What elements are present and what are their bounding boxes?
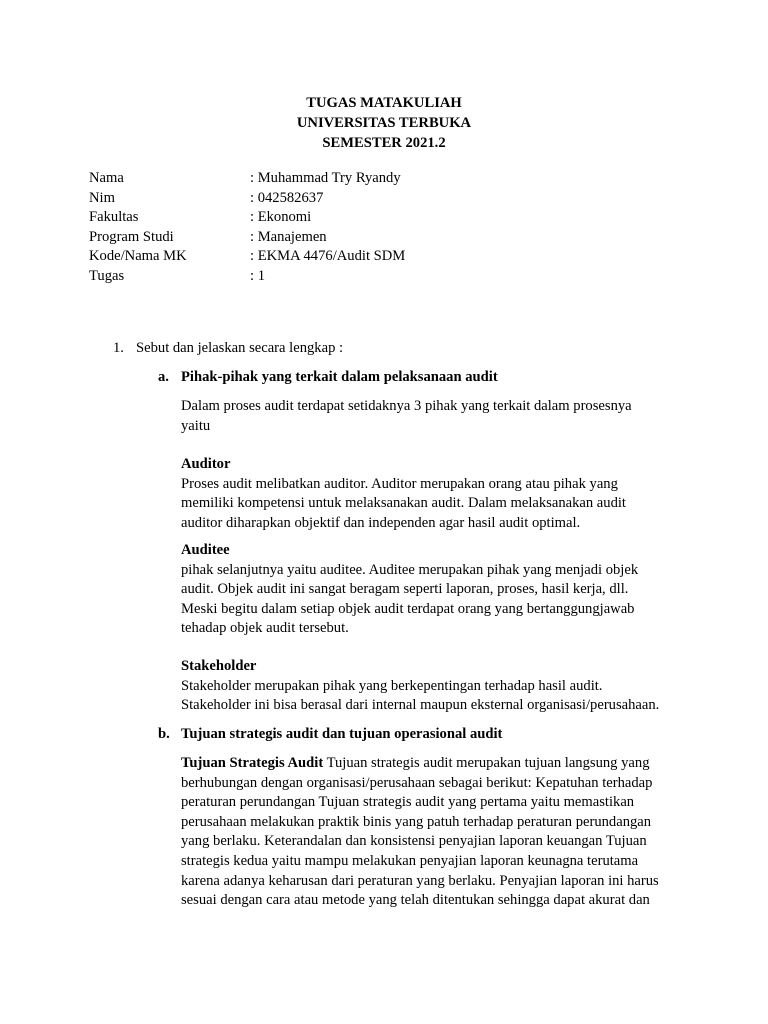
identity-value: : EKMA 4476/Audit SDM	[250, 248, 406, 265]
header-line-3: SEMESTER 2021.2	[322, 135, 446, 151]
identity-label: Nama	[89, 170, 124, 186]
identity-value: : Manajemen	[250, 228, 327, 245]
paragraph-line-rest: Tujuan strategis audit merupakan tujuan langsung yang	[323, 755, 650, 771]
auditor-title: Auditor	[181, 456, 231, 472]
section-a-letter: a.	[158, 369, 169, 385]
paragraph-line	[181, 754, 681, 774]
paragraph-line: audit. Objek audit ini sangat beragam seperti laporan, proses, hasil kerja, dll.	[181, 581, 629, 598]
paragraph-line: auditor diharapkan objektif dan independen agar hasil audit optimal.	[181, 514, 581, 531]
identity-value: : 1	[250, 267, 265, 284]
paragraph-line: perusahaan melakukan praktik binis yang patuh terhadap peraturan perundangan	[181, 813, 652, 830]
paragraph-line: Meski begitu dalam setiap objek audit terdapat orang yang bertanggungjawab	[181, 600, 635, 617]
paragraph-line: Proses audit melibatkan auditor. Auditor merupakan orang atau pihak yang	[181, 475, 618, 492]
paragraph-line: Dalam proses audit terdapat setidaknya 3 pihak yang terkait dalam prosesnya	[181, 398, 632, 414]
paragraph-line: yang berlaku. Keterandalan dan konsistensi penyajian laporan keuangan Tujuan	[181, 833, 647, 850]
auditee-title: Auditee	[181, 542, 230, 558]
section-a-intro	[181, 397, 681, 436]
identity-row-program-studi	[89, 228, 689, 248]
question-text: Sebut dan jelaskan secara lengkap :	[136, 340, 344, 356]
identity-value: : 042582637	[250, 189, 324, 206]
paragraph-line: Stakeholder merupakan pihak yang berkepentingan terhadap hasil audit.	[181, 677, 603, 694]
stakeholder-block	[181, 657, 681, 716]
identity-label: Nim	[89, 189, 115, 206]
tujuan-strategis-lead: Tujuan Strategis Audit	[181, 755, 324, 771]
paragraph-line: memiliki kompetensi untuk melaksanakan audit. Dalam melaksanakan audit	[181, 495, 626, 512]
paragraph-line: berhubungan dengan organisasi/perusahaan sebagai berikut: Kepatuhan terhadap	[181, 774, 653, 791]
identity-value: : Ekonomi	[250, 209, 312, 226]
identity-row-nama	[89, 169, 689, 189]
header-line-1: TUGAS MATAKULIAH	[306, 95, 462, 111]
paragraph-line: Stakeholder ini bisa berasal dari internal maupun eksternal organisasi/perusahaan.	[181, 697, 660, 714]
identity-label: Kode/Nama MK	[89, 248, 187, 265]
paragraph-line: yaitu	[181, 417, 211, 434]
identity-label: Tugas	[89, 267, 125, 284]
question-number: 1.	[113, 340, 124, 356]
paragraph-line: sesuai dengan cara atau metode yang telah ditentukan sehingga dapat akurat dan	[181, 892, 650, 909]
identity-row-kode-mk	[89, 247, 689, 267]
paragraph-line: peraturan perundangan Tujuan strategis audit yang pertama yaitu memastikan	[181, 794, 635, 811]
identity-row-nim	[89, 189, 689, 209]
section-a-title: Pihak-pihak yang terkait dalam pelaksanaan audit	[181, 369, 498, 385]
paragraph-line: pihak selanjutnya yaitu auditee. Auditee merupakan pihak yang menjadi objek	[181, 561, 639, 578]
identity-row-tugas	[89, 267, 689, 287]
identity-block	[89, 169, 689, 287]
section-b-letter: b.	[158, 726, 170, 742]
identity-label: Fakultas	[89, 209, 139, 226]
header-line-2: UNIVERSITAS TERBUKA	[296, 115, 472, 131]
paragraph-line: tehadap objek audit tersebut.	[181, 620, 349, 637]
section-b-title: Tujuan strategis audit dan tujuan operasional audit	[181, 726, 503, 742]
auditor-block	[181, 455, 681, 533]
identity-label: Program Studi	[89, 228, 174, 245]
document-header	[0, 93, 768, 153]
stakeholder-title: Stakeholder	[181, 658, 257, 674]
paragraph-line: strategis kedua yaitu mampu melakukan penyajian laporan keunagna terutama	[181, 852, 639, 869]
section-b-body	[181, 754, 681, 911]
identity-value: : Muhammad Try Ryandy	[250, 170, 401, 186]
paragraph-line: karena adanya keharusan dari peraturan yang berlaku. Penyajian laporan ini harus	[181, 872, 659, 889]
identity-row-fakultas	[89, 208, 689, 228]
auditee-block	[181, 541, 681, 639]
